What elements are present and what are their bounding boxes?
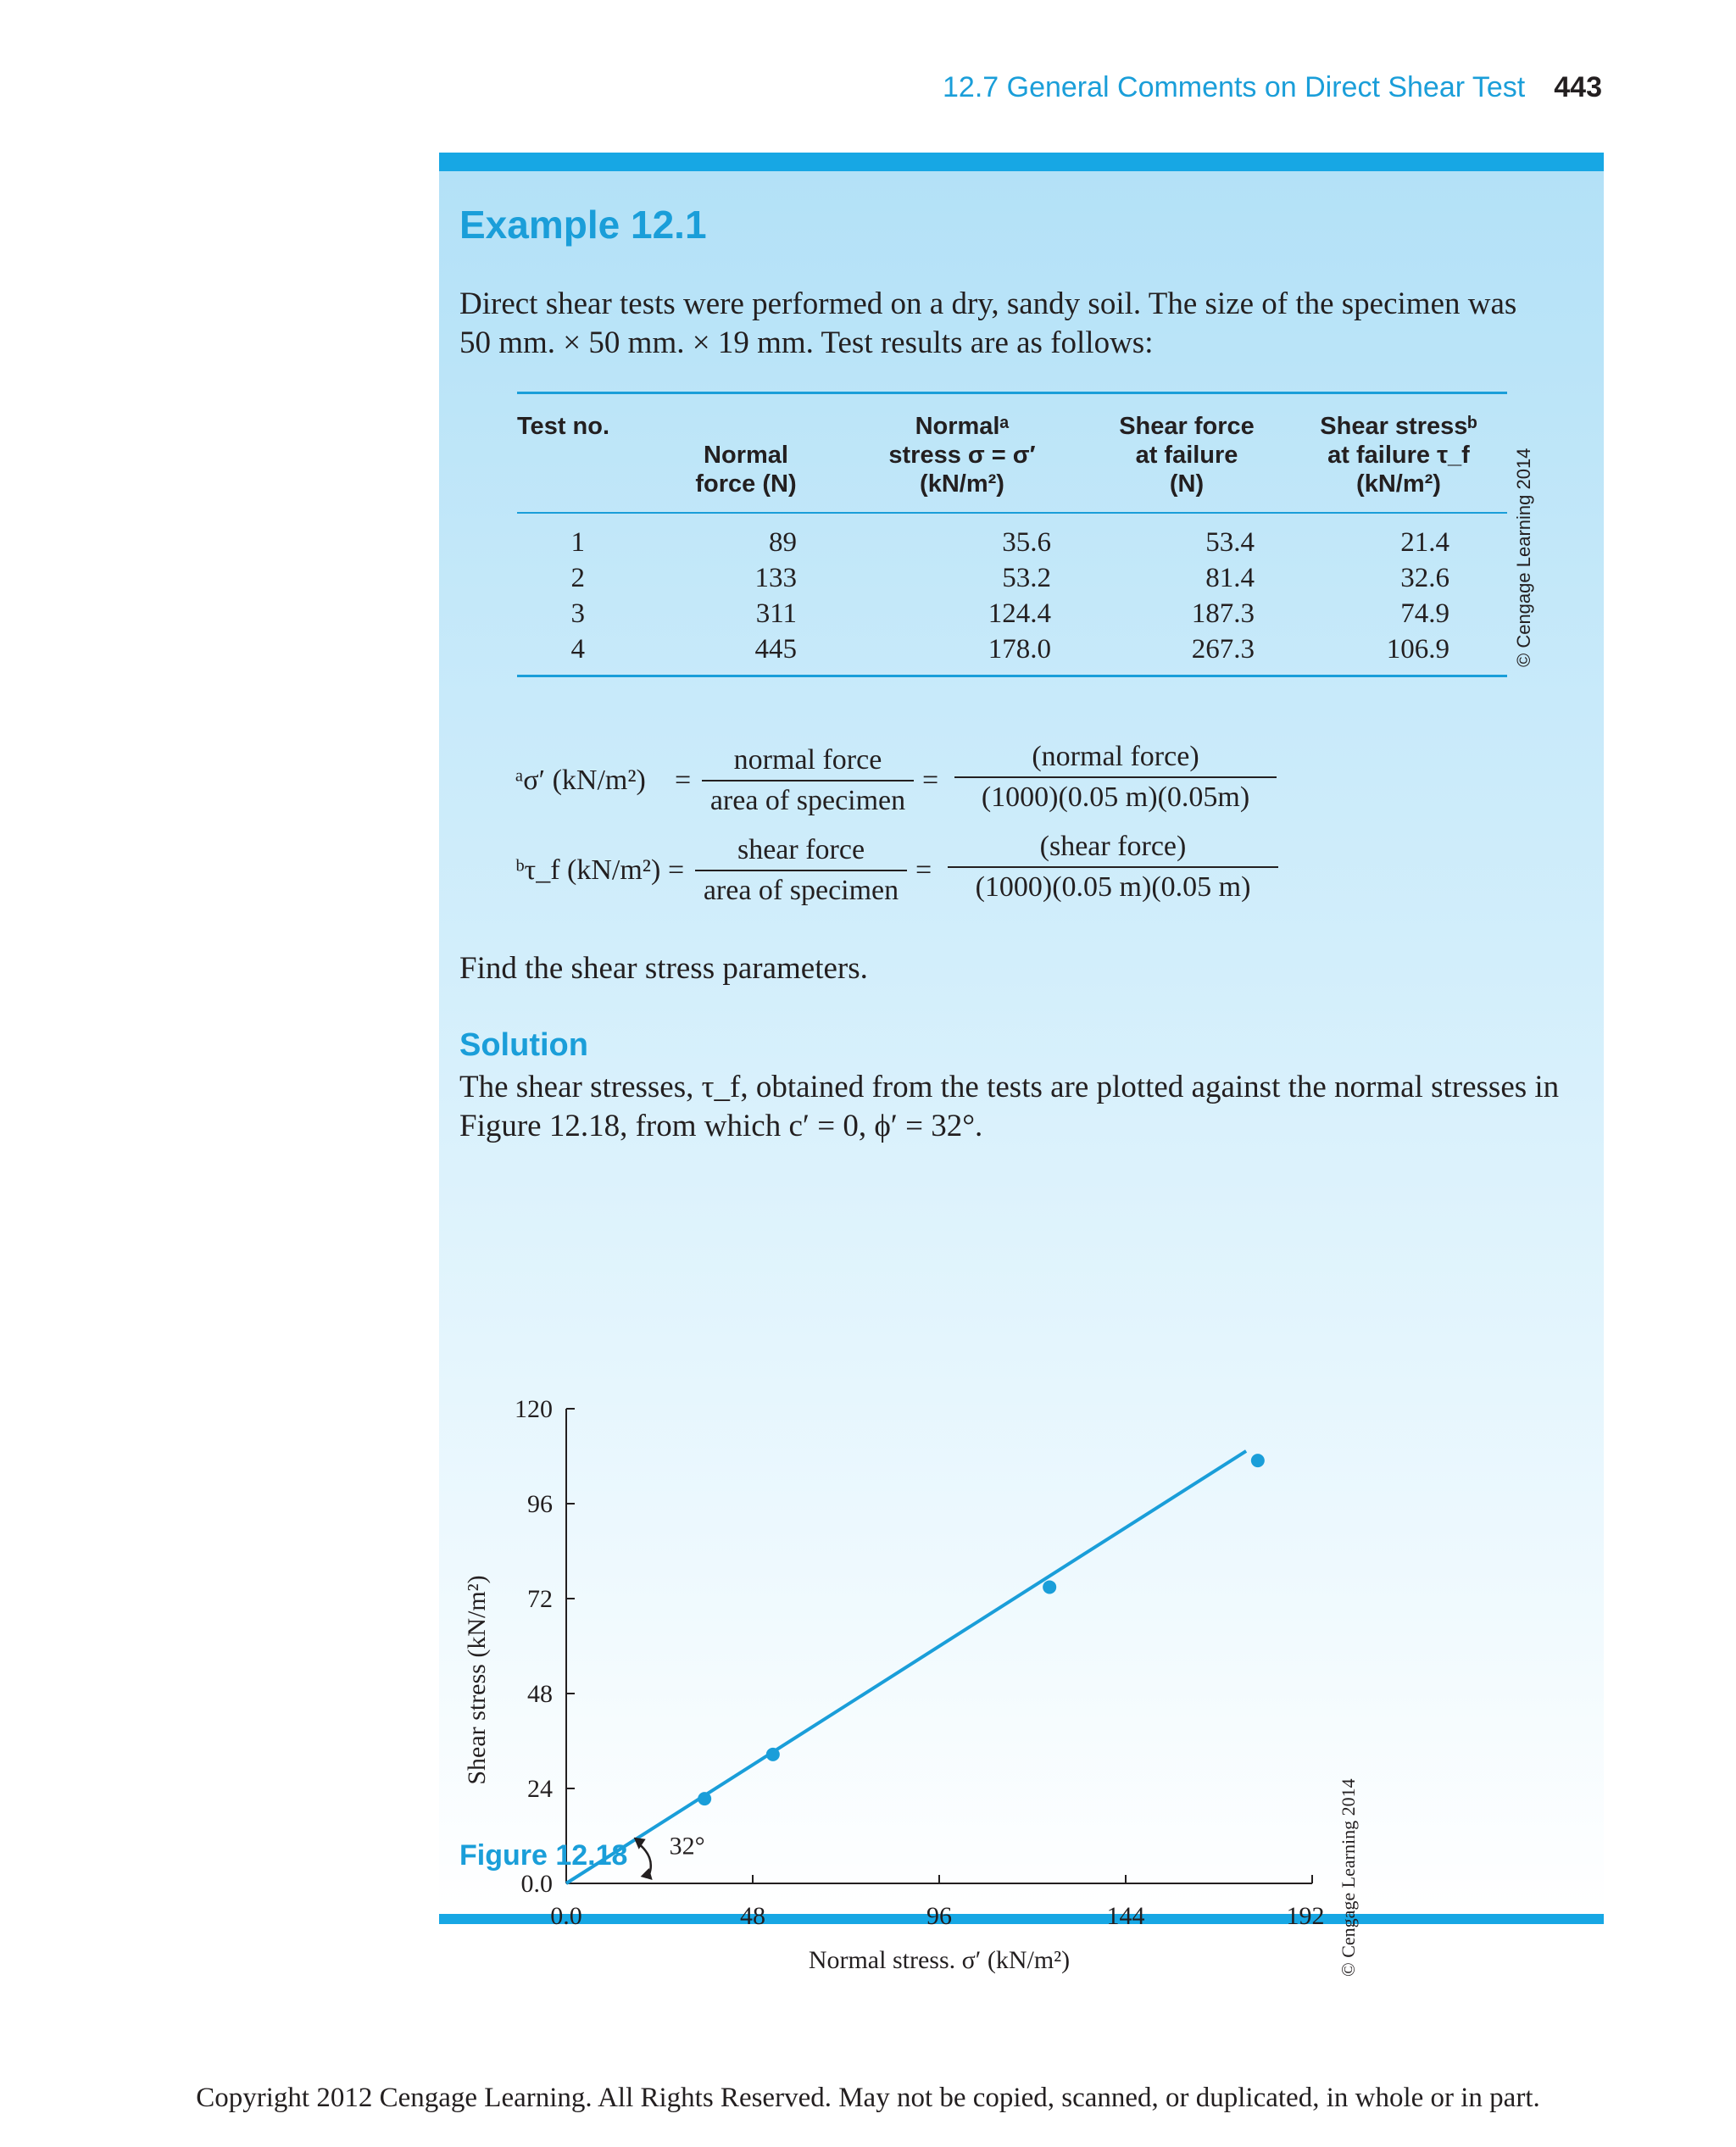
header-normal-force: Normal force (N): [695, 442, 797, 498]
footnote-a-frac1: normal force area of specimen: [702, 744, 914, 817]
footnote-b-label: ᵇτ_f (kN/m²): [515, 854, 661, 886]
table-cell: 106.9: [1386, 634, 1449, 665]
table-cell: 21.4: [1400, 527, 1449, 558]
solution-line-1: The shear stresses, τ_f, obtained from the tests are plotted against the normal stresses in: [459, 1070, 1560, 1104]
data-point: [1251, 1454, 1265, 1467]
footnote-a-frac2: (normal force) (1000)(0.05 m)(0.05m): [954, 741, 1277, 814]
footnote-a-eq2: =: [922, 765, 939, 796]
example-title: Example 12.1: [459, 203, 707, 247]
table-cell: 53.4: [1205, 527, 1255, 558]
table-bottom-rule: [517, 675, 1507, 677]
x-tick-label: 0.0: [550, 1902, 582, 1930]
x-tick-label: 192: [1286, 1902, 1325, 1930]
footnote-b-eq2: =: [915, 854, 932, 886]
running-header: [932, 71, 1602, 104]
y-tick-label: 72: [527, 1585, 553, 1613]
footnote-b-frac2: (shear force) (1000)(0.05 m)(0.05 m): [948, 831, 1278, 904]
table-cell: 178.0: [988, 634, 1051, 665]
angle-label: 32°: [669, 1832, 705, 1861]
data-point: [698, 1792, 711, 1805]
table-credit: © Cengage Learning 2014: [1513, 448, 1534, 667]
section-title: 12.7 General Comments on Direct Shear Test: [943, 71, 1526, 103]
table-cell: 53.2: [1002, 563, 1051, 593]
intro-line-2: 50 mm. × 50 mm. × 19 mm. Test results are as follows:: [459, 325, 1154, 360]
table-cell: 311: [755, 598, 797, 629]
x-tick-label: 144: [1106, 1902, 1145, 1930]
footnote-a-eq1: =: [675, 765, 692, 796]
footnote-b-frac1: shear force area of specimen: [695, 834, 907, 907]
x-tick-label: 96: [926, 1902, 952, 1930]
table-cell: 32.6: [1400, 563, 1449, 593]
table-cell: 267.3: [1191, 634, 1255, 665]
header-shear-force: Shear force at failure (N): [1119, 413, 1255, 498]
shear-stress-chart: [439, 1205, 1604, 2011]
x-tick-label: 48: [740, 1902, 765, 1930]
footnote-a-label: ᵃσ′ (kN/m²): [515, 765, 646, 796]
data-point: [1043, 1580, 1056, 1594]
table-cell: 81.4: [1205, 563, 1255, 593]
header-shear-stress: Shear stressᵇ at failure τ_f (kN/m²): [1320, 413, 1477, 498]
solution-title: Solution: [459, 1027, 588, 1063]
example-intro: [459, 285, 1587, 363]
table-cell-test-no: 3: [570, 598, 585, 629]
y-tick-label: 24: [527, 1775, 553, 1803]
table-cell-test-no: 4: [570, 634, 585, 665]
data-point: [766, 1748, 780, 1761]
table-cell-test-no: 2: [570, 563, 585, 593]
figure-caption: Figure 12.18: [459, 1839, 628, 1872]
table-cell: 133: [754, 563, 797, 593]
table-top-rule: [517, 392, 1507, 394]
failure-envelope-line: [566, 1451, 1246, 1883]
question-text: Find the shear stress parameters.: [459, 951, 868, 986]
page-footer: Copyright 2012 Cengage Learning. All Rights Reserved. May not be copied, scanned, or duplicated, in whole or in part.: [196, 2083, 1540, 2113]
table-cell-test-no: 1: [570, 527, 585, 558]
intro-line-1: Direct shear tests were performed on a dry, sandy soil. The size of the specimen was: [459, 286, 1517, 321]
figure-credit: © Cengage Learning 2014: [1338, 1778, 1359, 1977]
header-normal-stress: Normalᵃ stress σ = σ′ (kN/m²): [888, 413, 1036, 498]
x-axis-label: Normal stress. σ′ (kN/m²): [808, 1946, 1071, 1974]
table-cell: 89: [769, 527, 797, 558]
table-cell: 35.6: [1002, 527, 1051, 558]
y-tick-label: 48: [527, 1680, 553, 1708]
table-cell: 74.9: [1400, 598, 1449, 629]
page-number: 443: [1554, 71, 1602, 103]
y-tick-label: 120: [515, 1395, 553, 1423]
y-tick-label: 0.0: [520, 1870, 553, 1898]
header-test-no: Test no.: [517, 413, 610, 440]
y-tick-label: 96: [527, 1490, 553, 1518]
footnote-b-eq1: =: [668, 854, 685, 886]
y-axis-label: Shear stress (kN/m²): [463, 1575, 491, 1785]
table-cell: 124.4: [988, 598, 1051, 629]
solution-line-2: Figure 12.18, from which c′ = 0, ϕ′ = 32°.: [459, 1109, 983, 1143]
solution-text: [459, 1068, 1587, 1146]
table-cell: 187.3: [1191, 598, 1255, 629]
table-header-rule: [517, 512, 1507, 514]
table-cell: 445: [754, 634, 797, 665]
example-panel: [439, 153, 1604, 1977]
